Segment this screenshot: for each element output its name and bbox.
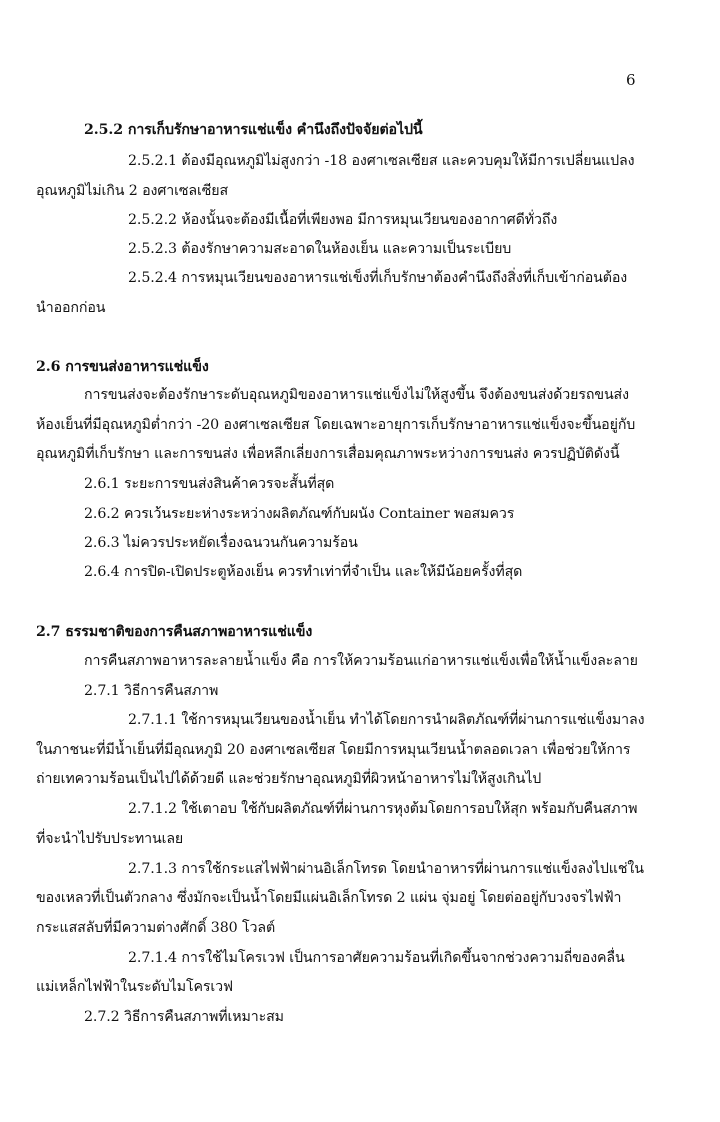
item-2-6-3: 2.6.3 ไม่ควรประหยัดเรื่องฉนวนกันความร้อน (84, 535, 358, 551)
item-2-7-1-2-line-1: 2.7.1.2 ใช้เตาอบ ใช้กับผลิตภัณฑ์ที่ผ่านการหุงต้มโดยการอบให้สุก พร้อมกับคืนสภาพ (128, 801, 638, 817)
subsection-2-7-2-heading: 2.7.2 วิธีการคืนสภาพที่เหมาะสม (84, 1009, 284, 1025)
section-2-6-para-line-3: อุณหภูมิที่เก็บรักษา และการขนส่ง เพื่อหลีกเลี่ยงการเสื่อมคุณภาพระหว่างการขนส่ง ควรปฏิบัติดังนี้ (36, 446, 620, 462)
item-2-7-1-1-line-3: ถ่ายเทความร้อนเป็นไปได้ด้วยดี และช่วยรักษาอุณหภูมิที่ผิวหน้าอาหารไม่ให้สูงเกินไป (36, 771, 542, 787)
item-2-5-2-1-line-1: 2.5.2.1 ต้องมีอุณหภูมิไม่สูงกว่า -18 องศาเซลเซียส และควบคุมให้มีการเปลี่ยนแปลง (128, 153, 635, 169)
subsection-2-7-1-heading: 2.7.1 วิธีการคืนสภาพ (84, 683, 219, 699)
item-2-7-1-2-line-2: ที่จะนำไปรับประทานเลย (36, 831, 184, 847)
item-2-6-4: 2.6.4 การปิด-เปิดประตูห้องเย็น ควรทำเท่าที่จำเป็น และให้มีน้อยครั้งที่สุด (84, 564, 523, 580)
section-2-5-2-heading: 2.5.2 การเก็บรักษาอาหารแช่แข็ง คำนึงถึงปัจจัยต่อไปนี้ (84, 122, 423, 138)
item-2-7-1-3-line-2: ของเหลวที่เป็นตัวกลาง ซึ่งมักจะเป็นน้ำโดยมีแผ่นอิเล็กโทรด 2 แผ่น จุ่มอยู่ โดยต่ออยู่กับวงจรไฟฟ้า (36, 890, 622, 906)
item-2-5-2-3: 2.5.2.3 ต้องรักษาความสะอาดในห้องเย็น และความเป็นระเบียบ (128, 241, 512, 257)
item-2-6-1: 2.6.1 ระยะการขนส่งสินค้าควรจะสั้นที่สุด (84, 476, 335, 492)
item-2-5-2-2: 2.5.2.2 ห้องนั้นจะต้องมีเนื้อที่เพียงพอ มีการหมุนเวียนของอากาศดีทั่วถึง (128, 212, 558, 228)
item-2-7-1-3-line-1: 2.7.1.3 การใช้กระแสไฟฟ้าผ่านอิเล็กโทรด โดยนำอาหารที่ผ่านการแช่แข็งลงไปแช่ใน (128, 861, 644, 877)
section-2-7-heading: 2.7 ธรรมชาติของการคืนสภาพอาหารแช่แข็ง (36, 624, 313, 640)
section-2-6-heading: 2.6 การขนส่งอาหารแช่แข็ง (36, 359, 209, 375)
item-2-7-1-1-line-2: ในภาชนะที่มีน้ำเย็นที่มีอุณหภูมิ 20 องศาเซลเซียส โดยมีการหมุนเวียนน้ำตลอดเวลา เพื่อช่วยให้การ (36, 742, 631, 758)
item-2-7-1-4-line-1: 2.7.1.4 การใช้ไมโครเวฟ เป็นการอาศัยความร้อนที่เกิดขึ้นจากช่วงความถี่ของคลื่น (128, 950, 625, 966)
item-2-7-1-3-line-3: กระแสสลับที่มีความต่างศักดิ์ 380 โวลต์ (36, 920, 276, 936)
item-2-5-2-4-line-2: นำออกก่อน (36, 300, 106, 316)
item-2-7-1-1-line-1: 2.7.1.1 ใช้การหมุนเวียนของน้ำเย็น ทำได้โดยการนำผลิตภัณฑ์ที่ผ่านการแช่แข็งมาลง (128, 712, 645, 728)
section-2-6-para-line-1: การขนส่งจะต้องรักษาระดับอุณหภูมิของอาหารแช่แข็งไม่ให้สูงขึ้น จึงต้องขนส่งด้วยรถขนส่ง (84, 387, 629, 403)
item-2-7-1-4-line-2: แม่เหล็กไฟฟ้าในระดับไมโครเวฟ (36, 979, 233, 995)
item-2-6-2: 2.6.2 ควรเว้นระยะห่างระหว่างผลิตภัณฑ์กับผนัง Container พอสมควร (84, 506, 515, 522)
item-2-5-2-4-line-1: 2.5.2.4 การหมุนเวียนของอาหารแช่เข็งที่เก็บรักษาต้องคำนึงถึงสิ่งที่เก็บเข้าก่อนต้อง (128, 270, 628, 286)
page-number: 6 (626, 71, 636, 89)
section-2-7-intro: การคืนสภาพอาหารละลายน้ำแข็ง คือ การให้ความร้อนแก่อาหารแช่แข็งเพื่อให้น้ำแข็งละลาย (84, 653, 638, 669)
item-2-5-2-1-line-2: อุณหภูมิไม่เกิน 2 องศาเซลเซียส (36, 183, 229, 199)
section-2-6-para-line-2: ห้องเย็นที่มีอุณหภูมิต่ำกว่า -20 องศาเซลเซียส โดยเฉพาะอายุการเก็บรักษาอาหารแช่แข็งจะขึ้นอยู่กับ (36, 417, 636, 433)
